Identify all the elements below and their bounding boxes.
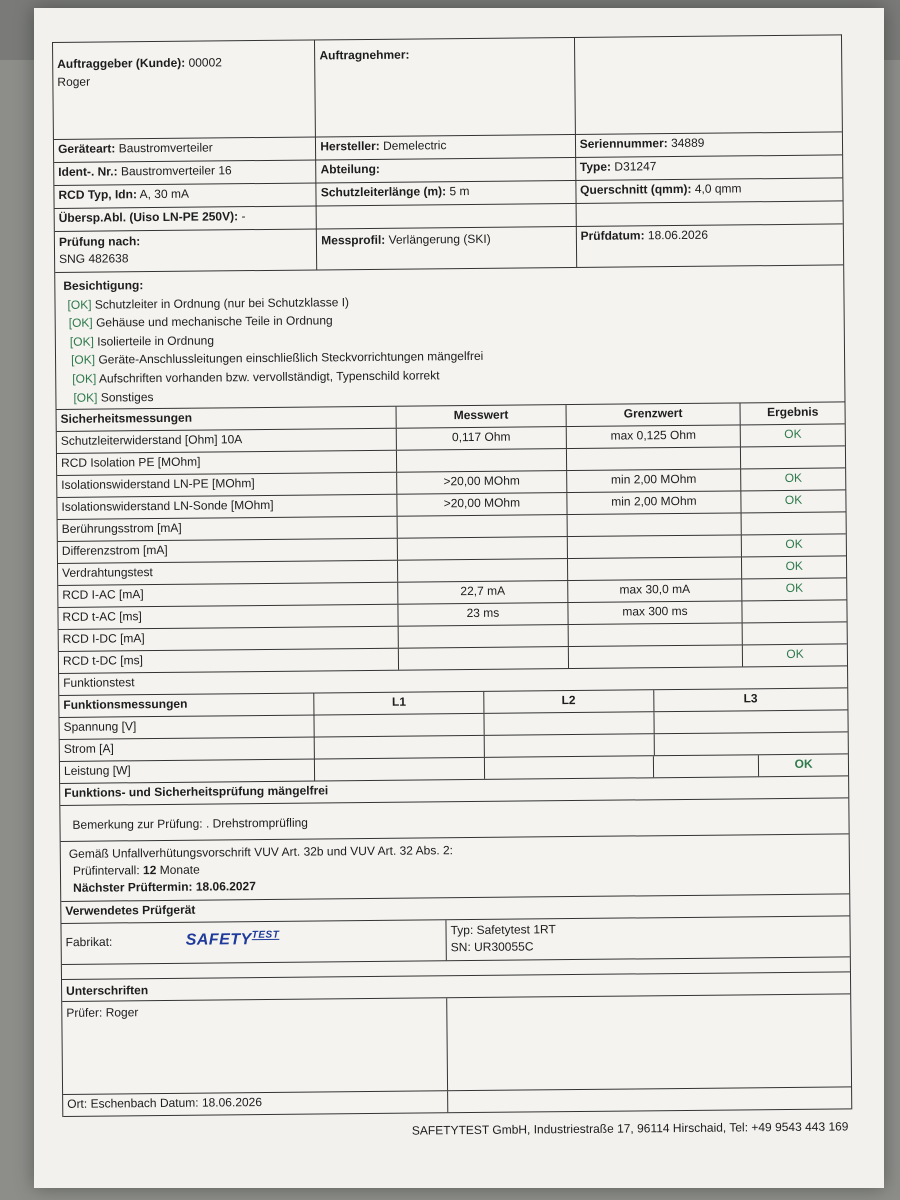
regulation-section	[61, 835, 850, 903]
test-basis-value: SNG 482638	[59, 251, 129, 266]
function-result: OK	[758, 755, 848, 777]
inspection-text: Sonstiges	[100, 389, 154, 405]
measurement-limit: min 2,00 MOhm	[566, 492, 741, 515]
interval-unit: Monate	[159, 862, 200, 878]
ident-cell	[54, 160, 316, 185]
signature-blank	[446, 995, 851, 1091]
equipment-details	[445, 917, 849, 961]
cross-section-label: Querschnitt (qmm):	[580, 181, 692, 197]
cross-section-value: 4,0 qmm	[694, 181, 742, 196]
measurements-title: Sicherheitsmessungen	[60, 410, 193, 427]
pe-length-label: Schutzleiterlänge (m):	[320, 184, 447, 200]
inspection-text: Aufschriften vorhanden bzw. vervollständigt, Typenschild korrekt	[98, 368, 440, 386]
serial-value: 34889	[670, 135, 705, 151]
l3-cell	[653, 755, 758, 777]
overvoltage-cell	[55, 206, 317, 231]
measurement-name: RCD Isolation PE [MOhm]	[60, 454, 201, 471]
test-basis-cell	[55, 229, 317, 272]
department-label: Abteilung:	[320, 161, 380, 177]
manufacturer-cell	[315, 135, 575, 159]
profile-label: Messprofil:	[321, 232, 386, 248]
serial-cell	[575, 132, 843, 157]
rcd-label: RCD Typ, Idn:	[58, 187, 137, 202]
measurement-result	[740, 447, 845, 469]
next-test-date: Nächster Prüftermin: 18.06.2027	[73, 879, 256, 895]
col-limit-header: Grenzwert	[565, 404, 740, 427]
make-cell	[61, 920, 445, 964]
device-type-cell	[54, 137, 316, 162]
inspection-section	[55, 265, 844, 410]
contractor-blank	[574, 35, 842, 134]
test-date-cell	[575, 224, 843, 267]
col-l1-header: L1	[314, 692, 484, 715]
measurement-value: >20,00 MOhm	[396, 471, 566, 494]
signatures-row	[62, 995, 851, 1096]
rcd-value: A, 30 mA	[139, 186, 189, 202]
measurement-value	[397, 537, 567, 560]
l3-cell	[653, 711, 848, 734]
pe-length-cell	[316, 181, 576, 205]
l1-cell	[314, 758, 484, 781]
measurement-result: OK	[740, 425, 845, 447]
l3-cell	[653, 733, 848, 756]
header-row	[53, 35, 842, 140]
customer-name: Roger	[57, 74, 91, 89]
ok-status: [OK]	[69, 334, 94, 349]
device-type-value: Baustromverteiler	[118, 140, 213, 156]
function-name: Leistung [W]	[63, 763, 131, 779]
measurement-limit: min 2,00 MOhm	[566, 470, 741, 493]
signature-line-blank	[447, 1088, 851, 1113]
ok-status: [OK]	[70, 352, 96, 368]
model-value: D31247	[614, 159, 657, 174]
measurement-limit	[566, 536, 741, 559]
make-label: Fabrikat:	[65, 934, 113, 950]
inspection-text: Gehäuse und mechanische Teile in Ordnung	[95, 313, 333, 330]
measurement-value: 22,7 mA	[397, 581, 567, 604]
measurement-limit	[566, 448, 741, 471]
blank-cell	[316, 204, 576, 228]
measurement-result: OK	[741, 535, 846, 557]
protocol-form	[52, 34, 852, 1117]
col-value-header: Messwert	[396, 405, 566, 428]
interval-label: Prüfintervall:	[72, 863, 140, 878]
col-l3-header: L3	[653, 689, 848, 712]
measurement-name: RCD t-AC [ms]	[62, 609, 142, 625]
measurement-result: OK	[741, 579, 846, 601]
measurement-value	[397, 515, 567, 538]
measurement-limit	[566, 514, 741, 537]
test-date-value: 18.06.2026	[647, 227, 709, 243]
measurement-result: OK	[741, 557, 846, 579]
pe-length-value: 5 m	[449, 183, 470, 199]
safetytest-logo	[186, 931, 280, 949]
measurement-name: Verdrahtungstest	[62, 565, 153, 581]
function-name: Strom [A]	[63, 741, 114, 757]
l2-cell	[484, 734, 654, 757]
col-l2-header: L2	[483, 690, 653, 713]
measurement-result	[742, 623, 847, 645]
measurement-value: >20,00 MOhm	[396, 493, 566, 516]
blank-cell	[575, 201, 843, 226]
place-date: Ort: Eschenbach Datum: 18.06.2026	[67, 1095, 263, 1112]
logo-main: SAFETY	[185, 931, 252, 950]
function-name: Spannung [V]	[63, 719, 137, 735]
col-result-header: Ergebnis	[740, 403, 845, 425]
equipment-sn: SN: UR30055C	[450, 939, 534, 955]
measurement-name: Isolationswiderstand LN-Sonde [MOhm]	[61, 498, 274, 515]
measurement-name: Isolationswiderstand LN-PE [MOhm]	[61, 476, 255, 493]
measurement-result	[741, 513, 846, 535]
measurement-limit: max 30,0 mA	[567, 580, 742, 603]
overvoltage-label: Übersp.Abl. (Uiso LN-PE 250V):	[58, 209, 239, 225]
ok-status: [OK]	[67, 297, 92, 312]
cross-section-cell	[575, 178, 843, 203]
tester-name: Prüfer: Roger	[66, 1005, 139, 1021]
measurement-limit: max 0,125 Ohm	[565, 426, 740, 449]
measurement-name: RCD I-DC [mA]	[62, 631, 145, 647]
manufacturer-label: Hersteller:	[320, 138, 380, 154]
measurement-result: OK	[741, 491, 846, 513]
measurement-limit: max 300 ms	[567, 602, 742, 625]
customer-id: 00002	[188, 55, 222, 70]
manufacturer-value: Demelectric	[382, 138, 447, 153]
device-type-label: Geräteart:	[57, 141, 116, 156]
signatures-title: Unterschriften	[66, 983, 149, 999]
model-label: Type:	[579, 159, 612, 174]
measurement-name: Schutzleiterwiderstand [Ohm] 10A	[60, 432, 243, 449]
measurement-value: 23 ms	[398, 603, 568, 626]
serial-label: Seriennummer:	[579, 136, 668, 151]
measurement-name: RCD I-AC [mA]	[62, 587, 144, 603]
measurement-result: OK	[740, 469, 845, 491]
measurement-name: Berührungsstrom [mA]	[61, 520, 182, 537]
interval-value: 12	[142, 863, 157, 878]
measurement-value	[398, 647, 568, 670]
measurement-limit	[567, 624, 742, 647]
l2-cell	[483, 712, 653, 735]
summary-text: Funktions- und Sicherheitsprüfung mängelfrei	[64, 783, 329, 801]
footer-address: SAFETYTEST GmbH, Industriestraße 17, 96114 Hirschaid, Tel: +49 9543 443 169	[411, 1119, 849, 1138]
model-cell	[575, 155, 843, 180]
ok-status: [OK]	[68, 315, 93, 331]
inspection-text: Schutzleiter in Ordnung (nur bei Schutzklasse I)	[94, 294, 350, 312]
measurement-value	[396, 449, 566, 472]
function-title: Funktionsmessungen	[63, 696, 188, 713]
measurement-name: Differenzstrom [mA]	[61, 543, 168, 559]
customer-cell	[53, 40, 315, 139]
l1-cell	[314, 736, 484, 759]
measurement-result	[742, 601, 847, 623]
profile-cell	[316, 227, 576, 269]
contractor-label: Auftragnehmer:	[319, 47, 410, 63]
l1-cell	[314, 714, 484, 737]
measurement-value	[397, 559, 567, 582]
ok-status: [OK]	[73, 390, 98, 405]
equipment-title: Verwendetes Prüfgerät	[65, 902, 196, 919]
test-date-label: Prüfdatum:	[580, 228, 645, 243]
profile-value: Verlängerung (SKI)	[388, 231, 491, 247]
inspection-text: Isolierteile in Ordnung	[97, 333, 215, 349]
test-protocol	[52, 34, 853, 1141]
customer-label: Auftraggeber (Kunde):	[57, 55, 186, 71]
measurement-result: OK	[742, 645, 847, 667]
ok-status: [OK]	[72, 371, 97, 386]
rcd-cell	[54, 183, 316, 208]
department-cell	[315, 158, 575, 182]
inspection-text: Geräte-Anschlussleitungen einschließlich Steckvorrichtungen mängelfrei	[98, 349, 484, 367]
l2-cell	[484, 756, 654, 779]
regulation-text: Gemäß Unfallverhütungsvorschrift VUV Art. 32b und VUV Art. 32 Abs. 2:	[68, 843, 454, 862]
ident-value: Baustromverteiler 16	[120, 163, 232, 179]
measurement-value	[398, 625, 568, 648]
overvoltage-value: -	[241, 209, 246, 224]
ident-label: Ident-. Nr.:	[58, 164, 118, 179]
logo-sup: TEST	[251, 930, 280, 942]
contractor-cell	[314, 38, 574, 136]
measurement-name: RCD t-DC [ms]	[62, 653, 144, 669]
remark-text: Bemerkung zur Prüfung: . Drehstromprüfling	[72, 815, 309, 832]
inspection-title: Besichtigung:	[63, 278, 144, 293]
measurement-limit	[568, 646, 743, 669]
equipment-type: Typ: Safetytest 1RT	[450, 922, 556, 938]
measurement-value: 0,117 Ohm	[396, 427, 566, 450]
function-test-label: Funktionstest	[63, 675, 135, 691]
test-basis-label: Prüfung nach:	[58, 234, 141, 249]
measurement-limit	[567, 558, 742, 581]
